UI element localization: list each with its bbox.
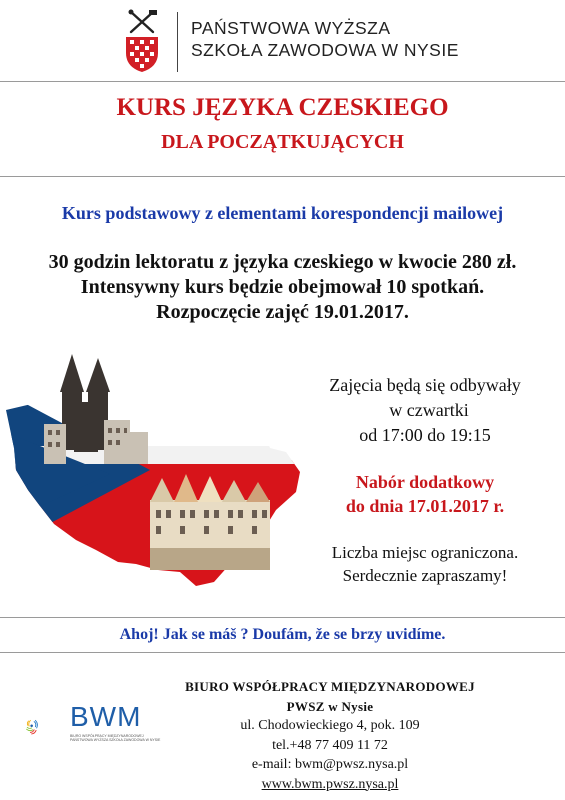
contact-address: ul. Chodowieckiego 4, pok. 109: [240, 718, 420, 733]
bwm-logo-icon: [26, 702, 70, 752]
contact-school-name: PWSZ w Nysie: [286, 698, 374, 714]
invitation-text: Serdecznie zapraszamy!: [342, 566, 508, 585]
course-detail-meetings: Intensywny kurs będzie obejmował 10 spotkań.: [80, 276, 485, 298]
recruitment-line1: Nabór dodatkowy: [355, 472, 495, 492]
czech-greeting: Ahoj! Jak se máš ? Doufám, že se brzy uvidíme.: [119, 626, 446, 643]
bwm-logo-text: BWM: [70, 701, 142, 732]
contact-block: [170, 677, 490, 794]
university-crest-logo: [124, 9, 160, 73]
contact-office-name: BIURO WSPÓŁPRACY MIĘDZYNARODOWEJ: [185, 679, 475, 694]
course-title: KURS JĘZYKA CZESKIEGO: [116, 94, 449, 121]
top-divider: [0, 81, 565, 82]
schedule-hours: od 17:00 do 19:15: [359, 425, 491, 445]
greeting-divider-bottom: [0, 652, 565, 653]
course-subtitle-level: DLA POCZĄTKUJĄCYCH: [161, 131, 404, 153]
course-detail-start: Rozpoczęcie zajęć 19.01.2017.: [156, 301, 409, 323]
title-divider: [0, 176, 565, 177]
recruitment-notice: [305, 470, 545, 518]
schedule-day: w czwartki: [389, 400, 469, 420]
contact-website-link[interactable]: www.bwm.pwsz.nysa.pl: [261, 776, 399, 792]
contact-email[interactable]: e-mail: bwm@pwsz.nysa.pl: [251, 757, 409, 772]
schedule-info: [305, 373, 545, 448]
institution-name-line1: PAŃSTWOWA WYŻSZA: [191, 18, 391, 38]
limited-places-text: Liczba miejsc ograniczona.: [331, 543, 519, 562]
institution-name-line2: SZKOŁA ZAWODOWA W NYSIE: [191, 40, 459, 60]
institution-name: [191, 17, 459, 61]
closing-note: [305, 541, 545, 587]
header: [0, 0, 565, 80]
course-details: [0, 250, 565, 325]
course-detail-hours: 30 godzin lektoratu z języka czeskiego w kwocie 280 zł.: [48, 251, 517, 273]
course-description: Kurs podstawowy z elementami korespondencji mailowej: [61, 203, 504, 223]
contact-phone: tel.+48 77 409 11 72: [272, 737, 388, 753]
recruitment-deadline: do dnia 17.01.2017 r.: [345, 496, 505, 516]
schedule-line1: Zajęcia będą się odbywały: [329, 375, 521, 395]
czech-flag-map-image: [0, 350, 310, 590]
greeting-divider-top: [0, 617, 565, 618]
header-divider: [177, 12, 178, 72]
bwm-logo-subtext: BIURO WSPÓŁPRACY MIĘDZYNARODOWEJ PAŃSTWOWA WYŻSZA SZKOŁA ZAWODOWA W NYSIE: [70, 734, 161, 742]
